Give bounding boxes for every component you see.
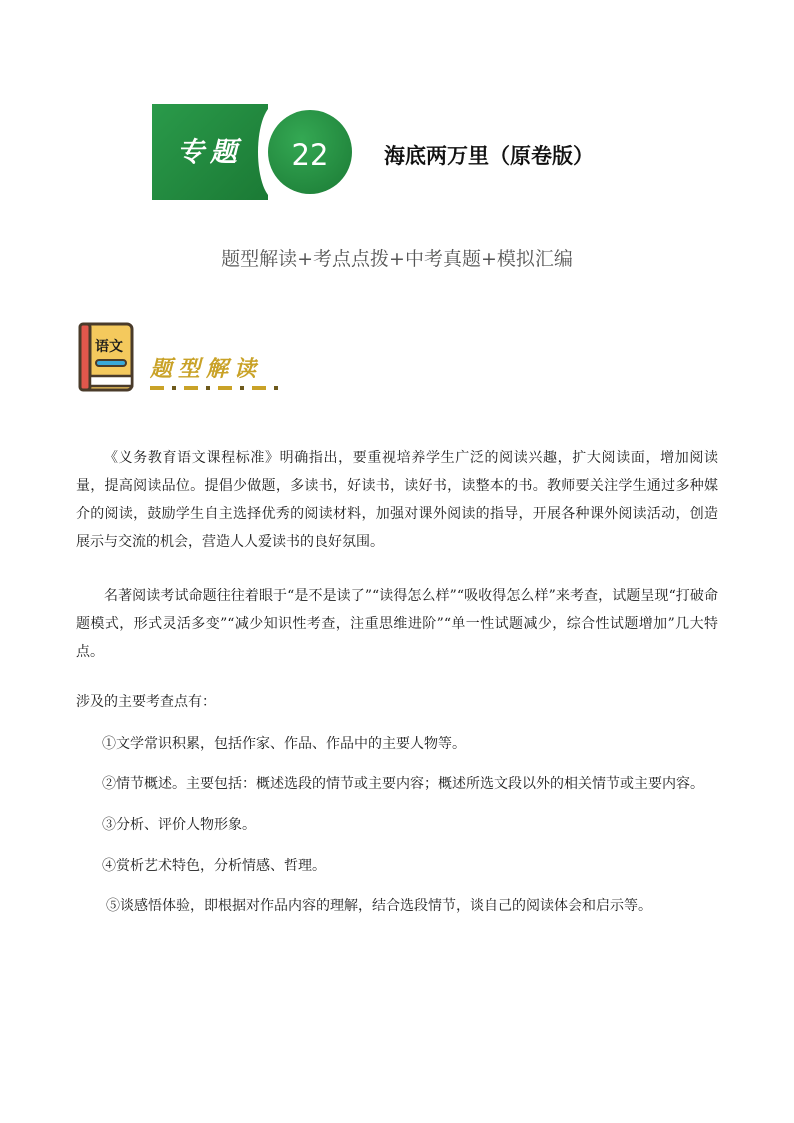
banner-block [152, 104, 268, 200]
book-icon-label: 语文 [95, 339, 123, 355]
heading-underline [150, 386, 284, 390]
list-item: ②情节概述。主要包括：概述选段的情节或主要内容；概述所选文段以外的相关情节或主要内容。 [102, 776, 704, 792]
paragraph-1: 《义务教育语文课程标准》明确指出，要重视培养学生广泛的阅读兴趣，扩大阅读面，增加阅读量，提高阅读品位。提倡少做题，多读书，好读书，读好书，读整本的书。教师要关注学生通过多种媒介的阅读，鼓励学生自主选择优秀的阅读材料，加强对课外阅读的指导，开展各种课外阅读活动，创造展示与交流的机会，营造人人爱读书的良好氛围。 [76, 450, 718, 550]
document-title: 海底两万里（原卷版） [384, 143, 594, 168]
list-item: ③分析、评价人物形象。 [102, 817, 256, 833]
topic-number: 22 [291, 138, 329, 172]
book-icon [76, 322, 136, 394]
section-heading: 题型解读 [150, 357, 263, 382]
document-subtitle: 题型解读+考点点拨+中考真题+模拟汇编 [221, 248, 573, 270]
list-intro: 涉及的主要考查点有： [76, 694, 216, 710]
paragraph-2: 名著阅读考试命题往往着眼于“是不是读了”“读得怎么样”“吸收得怎么样”来考查，试题呈现“打破命题模式，形式灵活多变”“减少知识性考查，注重思维进阶”“单一性试题减少，综合性试题增加”几大特点。 [76, 588, 718, 660]
banner-label: 专题 [177, 137, 243, 168]
list-item: ④赏析艺术特色，分析情感、哲理。 [102, 858, 326, 874]
list-item: ①文学常识积累，包括作家、作品、作品中的主要人物等。 [102, 736, 466, 752]
banner-number-circle [268, 110, 352, 194]
topic-banner [152, 104, 362, 200]
list-item: ⑤谈感悟体验，即根据对作品内容的理解，结合选段情节，谈自己的阅读体会和启示等。 [106, 898, 652, 914]
